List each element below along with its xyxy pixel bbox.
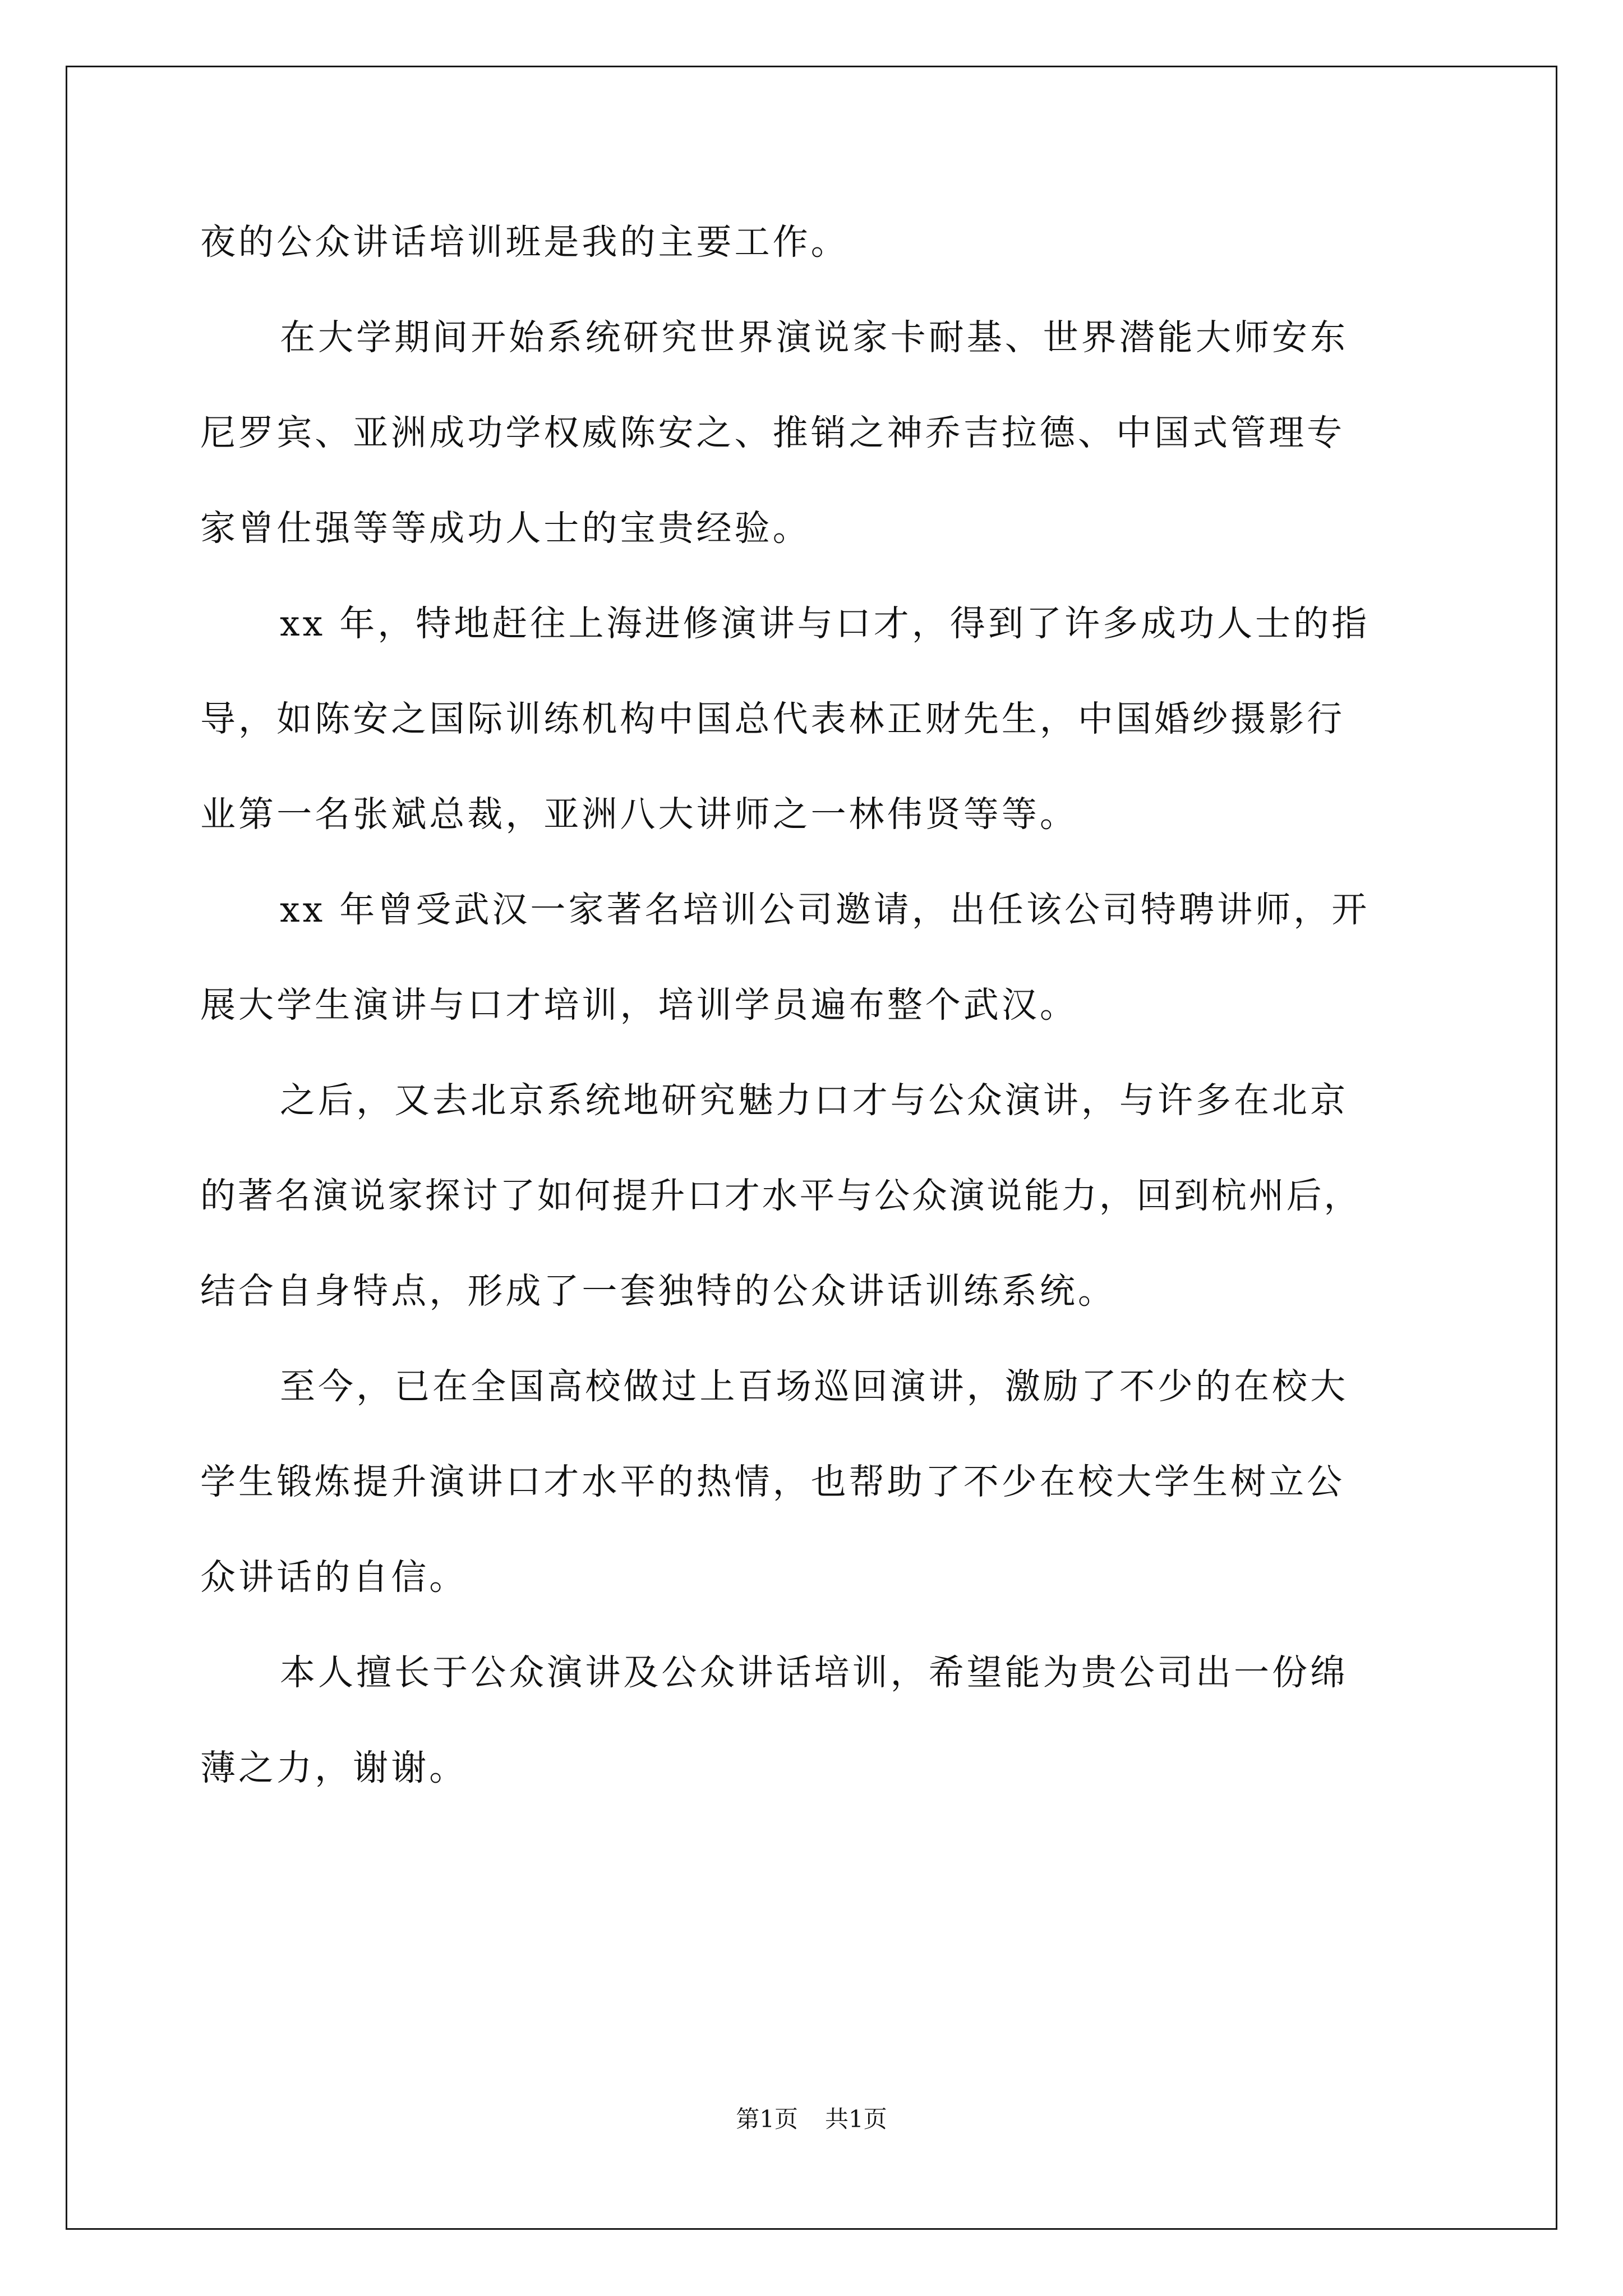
text-line: 在大学期间开始系统研究世界演说家卡耐基、世界潜能大师安东 [280, 317, 1349, 358]
text-line: 展大学生演讲与口才培训，培训学员遍布整个武汉。 [200, 984, 1078, 1025]
text-line: 结合自身特点，形成了一套独特的公众讲话训练系统。 [200, 1271, 1116, 1312]
text-line: xx 年曾受武汉一家著名培训公司邀请，出任该公司特聘讲师，开 [280, 889, 1370, 930]
page-footer [0, 2104, 1623, 2135]
text-line: 导，如陈安之国际训练机构中国总代表林正财先生，中国婚纱摄影行 [200, 698, 1345, 739]
page-total: 共1页 [825, 2105, 887, 2133]
text-line: 薄之力，谢谢。 [200, 1747, 468, 1788]
text-line: 学生锻炼提升演讲口才水平的热情，也帮助了不少在校大学生树立公 [200, 1461, 1345, 1502]
text-line: 至今，已在全国高校做过上百场巡回演讲，激励了不少的在校大 [280, 1366, 1349, 1407]
text-line: 尼罗宾、亚洲成功学权威陈安之、推销之神乔吉拉德、中国式管理专 [200, 412, 1345, 453]
page-number: 第1页 [736, 2105, 798, 2133]
text-line: 之后，又去北京系统地研究魅力口才与公众演讲，与许多在北京 [280, 1080, 1349, 1121]
text-line: 家曾仕强等等成功人士的宝贵经验。 [200, 508, 811, 549]
text-line: 的著名演说家探讨了如何提升口才水平与公众演说能力，回到杭州后， [200, 1175, 1362, 1216]
text-line: 夜的公众讲话培训班是我的主要工作。 [200, 222, 849, 263]
text-line: 业第一名张斌总裁，亚洲八大讲师之一林伟贤等等。 [200, 794, 1078, 835]
page-border [66, 66, 1557, 2230]
text-line: xx 年，特地赶往上海进修演讲与口才，得到了许多成功人士的指 [280, 603, 1370, 644]
text-line: 众讲话的自信。 [200, 1557, 468, 1598]
text-line: 本人擅长于公众演讲及公众讲话培训，希望能为贵公司出一份绵 [280, 1652, 1349, 1693]
